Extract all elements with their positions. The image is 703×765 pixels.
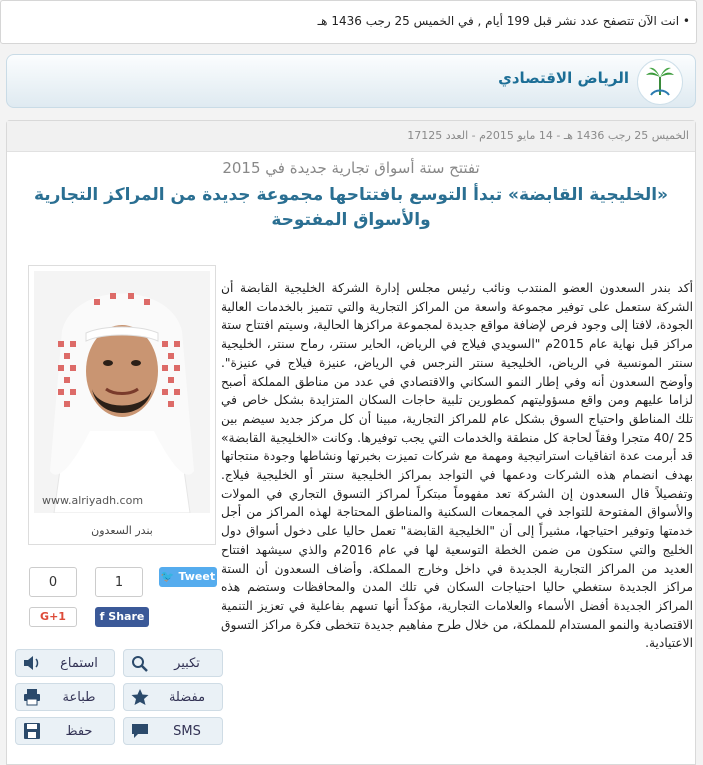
article-card — [6, 120, 696, 765]
photo-caption: بندر السعدون — [91, 524, 153, 537]
article-date: الخميس 25 رجب 1436 هـ - 14 مايو 2015م - العدد 17125 — [407, 129, 689, 142]
favorite-button[interactable] — [123, 683, 223, 711]
gplus-button[interactable]: G+1 — [29, 607, 77, 627]
favorite-label: مفضلة — [168, 690, 206, 705]
sms-label: SMS — [173, 724, 201, 739]
breadcrumb-text: • انت الآن تتصفح عدد نشر قبل 199 أيام , في الخميس 25 رجب 1436 هـ — [317, 14, 690, 28]
save-label: حفظ — [65, 724, 93, 739]
photo-watermark: www.alriyadh.com — [42, 494, 144, 507]
print-button[interactable] — [15, 683, 115, 711]
article-photo[interactable] — [28, 265, 216, 545]
printer-icon — [22, 688, 42, 706]
tweet-count: 1 — [95, 567, 143, 597]
article-body: أكد بندر السعدون العضو المنتدب ونائب رئيس مجلس إدارة الشركة الخليجية القابضة أن الشركة ستعمل على توفير مجموعة واسعة من المراكز التجارية والتي تتميز بالخدمات العالية الجودة، لافتا إلى وجود فرص لإضافة مواقع جديدة لمجموعة مراكزها الحالية، وسيتم افتتاح ستة مراكز قبل نهاية عام 2015م "السويدي فيلاج في الرياض، الحاير سنتر، رماح سنتر، الخليجية سنتر المونسية في الرياض، الخليجية سنتر النرجس في الرياض، عنيزة فيلاج في عنيزة". وأوضح السعدون أنه وفي إطار النمو السكاني والاقتصادي في عدد من مناطق المملكة أصبح لزاما عليهم ومن واقع مسؤوليتهم كمطورين تلبية حاجات السكان المتزايدة بشكل خاص في تلك المناطق واحتياج السوق بشكل عام للمراكز التجارية، مبينا أن كل مركز جديد سيضم بين 25 /40 متجرا وفقاً لحاجة كل منطقة والخدمات التي يجب توفيرها. وكانت «الخليجية القابضة» قد أبرمت عدة اتفاقيات استراتيجية ومهمة مع شركات تميزت بخبرتها ونشاطها وجودة منتجاتها بهدف انضمام هذه الشركات ودعمها في التواجد بمراكز الخليجية سنتر أو الخليجية فيلاج. وتفصيلاً قال السعدون إن الشركة تعد مفهوماً مبتكراً لمراكز التسوق التجاري في المولات والأسواق المفتوحة للتواجد في المجمعات السكنية والمناطق المحتاجة لهذه المراكز من أجل خدمتها وتوفير احتياجها، مشيراً إلى أن "الخليجية القابضة" تعمل حاليا على دخول أسواق دول الخليج والتي ستكون من ضمن الخطة التوسعية لها في عام 2016م والذي سيشهد افتتاح العديد من المراكز التجارية الجديدة في داخل وخارج المملكة. وأضاف السعدون أن الستة مراكز الجديدة ستغطي حاليا احتياجات السكان في تلك المدن والمحافظات وستضم هذه المراكز الجديدة أفضل الأسماء والعلامات التجارية، مؤكداً أنها تسهم بفاعلية في تعزيز التنمية الاقتصادية والنمو المستدام للمملكة، من خلال طرح مفاهيم جديدة تتخطى فكرة مراكز التسوق الاعتيادية. — [221, 281, 694, 651]
zoom-label: تكبير — [174, 656, 200, 671]
section-title: الرياض الاقتصادي — [498, 69, 629, 87]
listen-button[interactable] — [15, 649, 115, 677]
tweet-label: Tweet — [178, 570, 216, 583]
listen-label: استماع — [60, 656, 98, 671]
palm-logo-icon — [637, 59, 683, 105]
magnifier-icon — [130, 654, 150, 672]
fb-share-label: Share — [108, 610, 145, 623]
floppy-disk-icon — [22, 722, 42, 740]
zoom-button[interactable] — [123, 649, 223, 677]
star-icon — [130, 688, 150, 706]
chat-bubble-icon — [130, 722, 150, 740]
article-subtitle: تفتتح ستة أسواق تجارية جديدة في 2015 — [222, 159, 480, 177]
sms-button[interactable] — [123, 717, 223, 745]
speaker-icon — [22, 654, 42, 672]
person-photo — [34, 271, 210, 513]
facebook-share-button[interactable] — [95, 607, 149, 627]
print-label: طباعة — [62, 690, 96, 705]
article-headline: «الخليجية القابضة» تبدأ التوسع بافتتاحها مجموعة جديدة من المراكز التجارية والأسواق المفتوحة — [33, 185, 669, 230]
section-header — [6, 54, 696, 108]
facebook-icon: f — [99, 610, 109, 623]
gplus-count: 0 — [29, 567, 77, 597]
breadcrumb-bar — [0, 0, 697, 44]
twitter-bird-icon: 🐦 — [160, 570, 179, 583]
save-button[interactable] — [15, 717, 115, 745]
date-bar — [7, 121, 695, 152]
tweet-button[interactable] — [159, 567, 217, 587]
